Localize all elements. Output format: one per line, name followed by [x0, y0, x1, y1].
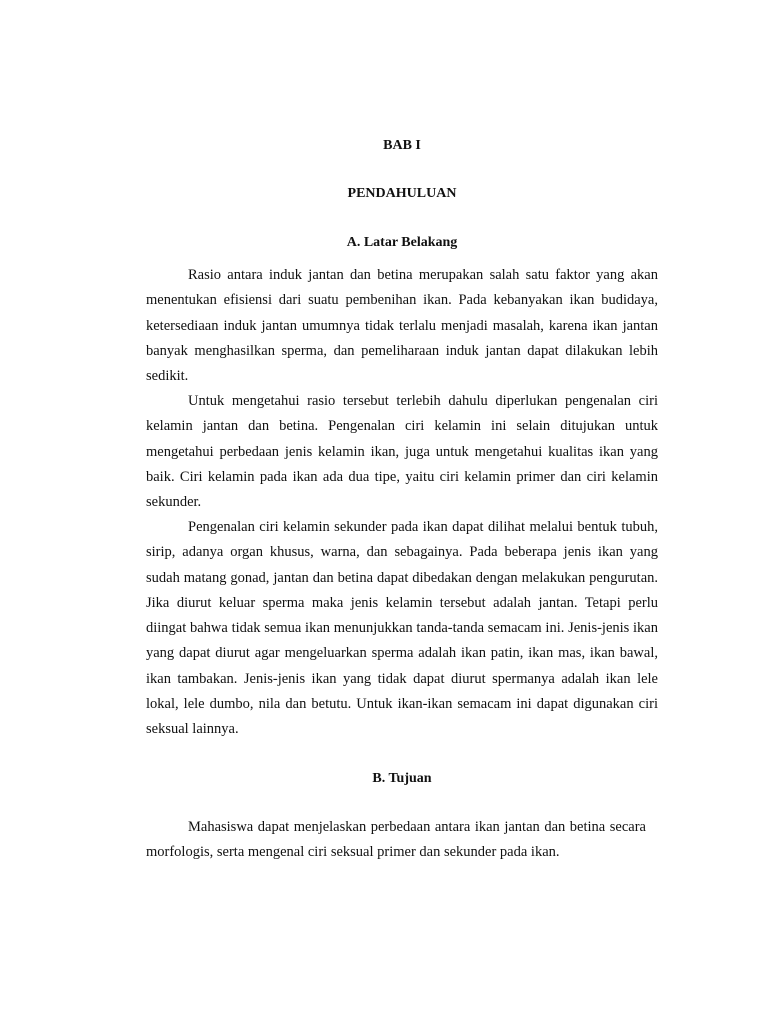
chapter-title: PENDAHULUAN	[347, 186, 457, 201]
section-a-paragraph-2: Untuk mengetahui rasio tersebut terlebih dahulu diperlukan pengenalan ciri kelamin jantan dan betina. Pengenalan ciri kelamin ini selain ditujukan untuk mengetahui perbedaan jenis kelamin ikan, juga untuk mengetahui kualitas ikan yang baik. Ciri kelamin pada ikan ada dua tipe, yaitu ciri kelamin primer dan ciri kelamin sekunder.	[146, 393, 658, 511]
section-a-paragraph-3: Pengenalan ciri kelamin sekunder pada ikan dapat dilihat melalui bentuk tubuh, sirip, adanya organ khusus, warna, dan sebagainya. Pada beberapa jenis ikan yang sudah matang gonad, jantan dan betina dapat dibedakan dengan melakukan pengurutan. Jika diurut keluar sperma maka jenis kelamin tersebut adalah jantan. Tetapi perlu diingat bahwa tidak semua ikan menunjukkan tanda-tanda semacam ini. Jenis-jenis ikan yang dapat diurut agar mengeluarkan sperma adalah ikan patin, ikan mas, ikan bawal, ikan tambakan. Jenis-jenis ikan yang tidak dapat diurut spermanya adalah ikan lele lokal, lele dumbo, nila dan betutu. Untuk ikan-ikan semacam ini dapat digunakan ciri seksual lainnya.	[146, 519, 658, 738]
chapter-number: BAB I	[383, 138, 421, 153]
section-a-title: A. Latar Belakang	[346, 235, 458, 250]
section-b-paragraph-1: Mahasiswa dapat menjelaskan perbedaan antara ikan jantan dan betina secara morfologis, serta mengenal ciri seksual primer dan sekunder pada ikan.	[146, 819, 646, 861]
section-b-title: B. Tujuan	[372, 771, 432, 786]
section-a-paragraph-1: Rasio antara induk jantan dan betina merupakan salah satu faktor yang akan menentukan efisiensi dari suatu pembenihan ikan. Pada kebanyakan ikan budidaya, ketersediaan induk jantan umumnya tidak terlalu menjadi masalah, karena ikan jantan banyak menghasilkan sperma, dan pemeliharaan induk jantan dapat dilakukan lebih sedikit.	[146, 267, 658, 385]
